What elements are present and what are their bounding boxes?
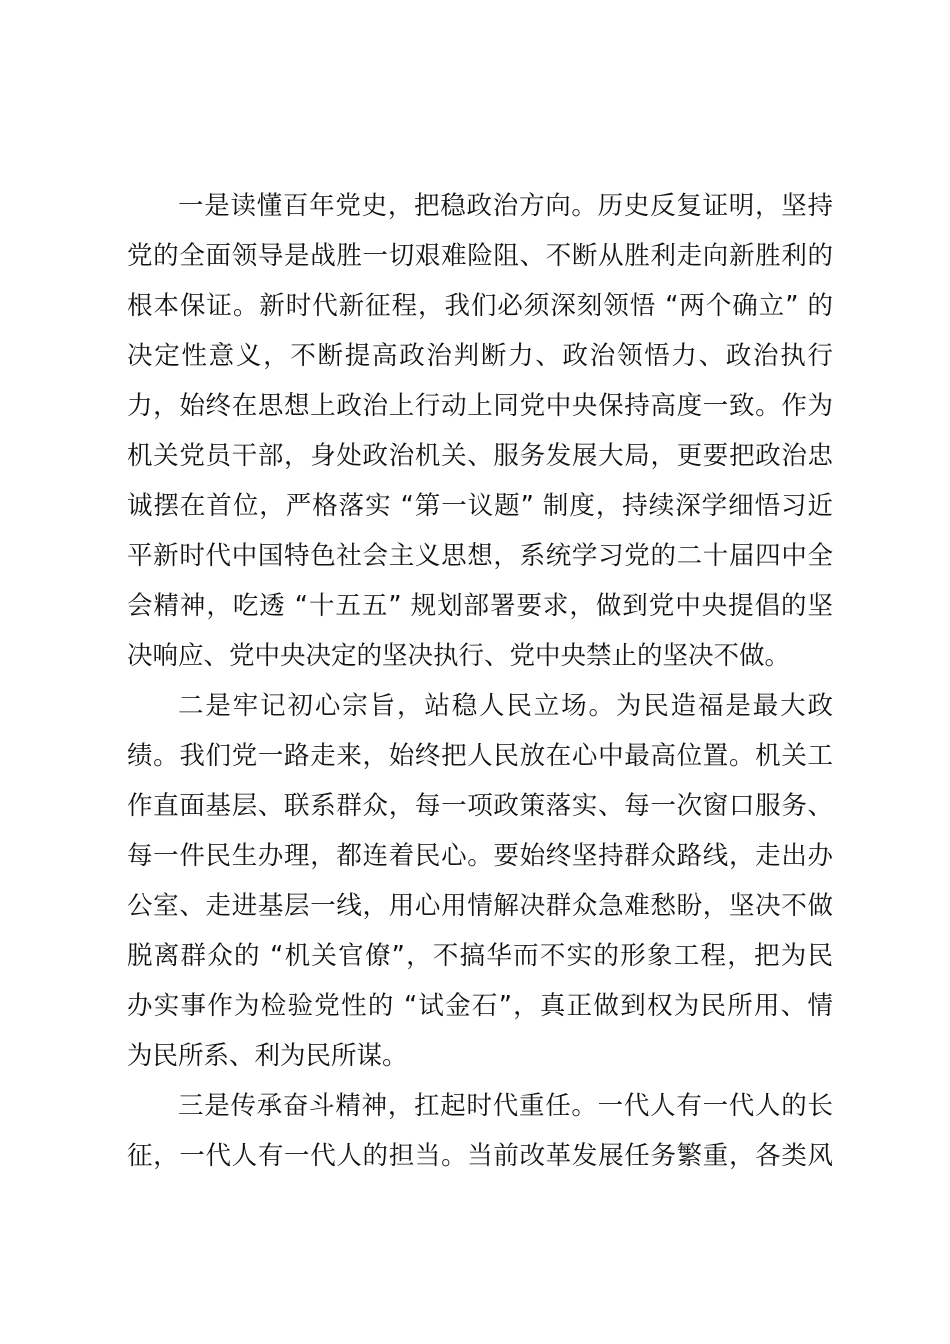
paragraph-1-line-4: 决定性意义，不断提高政治判断力、政治领悟力、政治执行 xyxy=(127,341,833,371)
paragraph-1-line-6: 机关党员干部，身处政治机关、服务发展大局，更要把政治忠 xyxy=(127,441,833,471)
paragraph-1-line-8: 平新时代中国特色社会主义思想，系统学习党的二十届四中全 xyxy=(127,541,833,571)
paragraph-1-line-9: 会精神，吃透 “十五五” 规划部署要求，做到党中央提倡的坚 xyxy=(127,591,833,621)
paragraph-1-line-1: 一是读懂百年党史，把稳政治方向。历史反复证明，坚持 xyxy=(178,191,833,221)
paragraph-2-line-7: 办实事作为检验党性的 “试金石”，真正做到权为民所用、情 xyxy=(127,991,833,1021)
paragraph-1-line-2: 党的全面领导是战胜一切艰难险阻、不断从胜利走向新胜利的 xyxy=(127,241,833,271)
paragraph-3-line-2: 征，一代人有一代人的担当。当前改革发展任务繁重，各类风 xyxy=(127,1141,833,1171)
paragraph-2-line-4: 每一件民生办理，都连着民心。要始终坚持群众路线，走出办 xyxy=(127,841,833,871)
paragraph-2-line-6: 脱离群众的 “机关官僚”，不搞华而不实的形象工程，把为民 xyxy=(127,941,833,971)
paragraph-1-line-3: 根本保证。新时代新征程，我们必须深刻领悟 “两个确立” 的 xyxy=(127,291,833,321)
paragraph-1-line-10: 决响应、党中央决定的坚决执行、党中央禁止的坚决不做。 xyxy=(127,641,791,671)
paragraph-2-line-2: 绩。我们党一路走来，始终把人民放在心中最高位置。机关工 xyxy=(127,741,833,771)
paragraph-2-line-5: 公室、走进基层一线，用心用情解决群众急难愁盼，坚决不做 xyxy=(127,891,833,921)
paragraph-3-line-1: 三是传承奋斗精神，扛起时代重任。一代人有一代人的长 xyxy=(178,1091,833,1121)
paragraph-2-line-1: 二是牢记初心宗旨，站稳人民立场。为民造福是最大政 xyxy=(178,691,833,721)
paragraph-2-line-8: 为民所系、利为民所谋。 xyxy=(127,1041,408,1071)
paragraph-1-line-5: 力，始终在思想上政治上行动上同党中央保持高度一致。作为 xyxy=(127,391,833,421)
paragraph-1-line-7: 诚摆在首位，严格落实 “第一议题” 制度，持续深学细悟习近 xyxy=(127,491,833,521)
paragraph-2-line-3: 作直面基层、联系群众，每一项政策落实、每一次窗口服务、 xyxy=(127,791,833,821)
